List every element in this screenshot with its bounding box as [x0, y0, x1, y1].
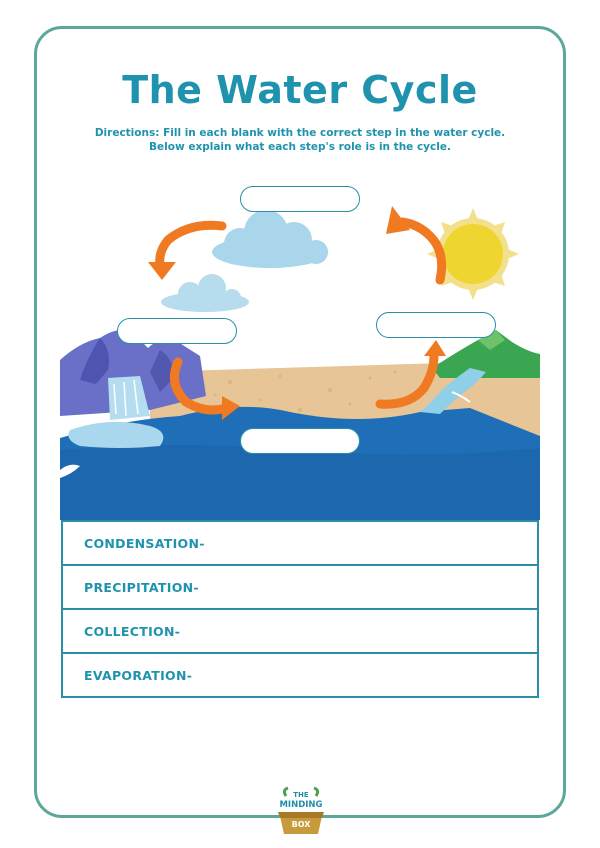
- cloud-small: [161, 274, 249, 312]
- cloud-large: [212, 210, 328, 268]
- table-row-condensation[interactable]: [63, 522, 537, 566]
- page-title: The Water Cycle: [122, 68, 478, 112]
- directions-line-1: Directions: Fill in each blank with the correct step in the water cycle.: [94, 127, 506, 139]
- directions-line-2: Below explain what each step's role is in the cycle.: [149, 141, 451, 153]
- blank-evaporation[interactable]: [376, 312, 496, 338]
- blank-collection[interactable]: [240, 428, 360, 454]
- row-label: PRECIPITATION-: [84, 579, 199, 595]
- arrow-top-right: [402, 222, 442, 280]
- arrow-top-left: [160, 225, 222, 266]
- row-label: CONDENSATION-: [84, 535, 205, 551]
- logo-line-2: MINDING: [279, 800, 323, 810]
- row-label: COLLECTION-: [84, 623, 181, 639]
- logo-line-3: BOX: [291, 820, 311, 829]
- explanation-table: [61, 520, 539, 698]
- table-row-evaporation[interactable]: [63, 654, 537, 696]
- minding-box-logo: [272, 786, 330, 836]
- blank-precipitation[interactable]: [117, 318, 237, 344]
- row-label: EVAPORATION-: [84, 667, 193, 683]
- table-row-precipitation[interactable]: [63, 566, 537, 610]
- table-row-collection[interactable]: [63, 610, 537, 654]
- blank-condensation[interactable]: [240, 186, 360, 212]
- logo-line-1: THE: [293, 791, 309, 799]
